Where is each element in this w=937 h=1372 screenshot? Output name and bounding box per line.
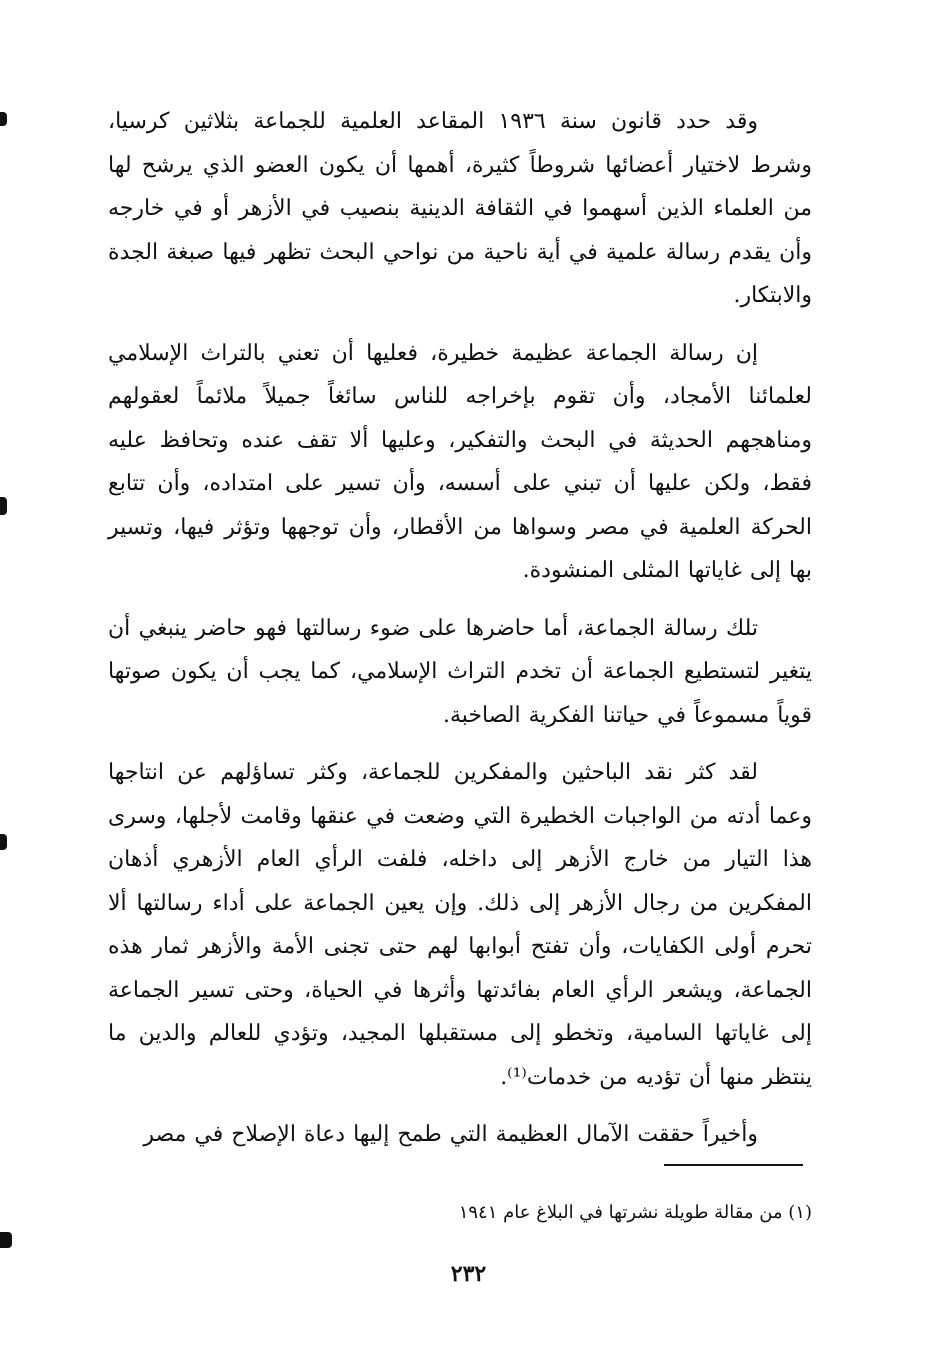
binding-mark [0, 112, 7, 126]
binding-mark [0, 834, 7, 850]
paragraph: تلك رسالة الجماعة، أما حاضرها على ضوء رسالتها فهو حاضر ينبغي أن يتغير لتستطيع الجماعة أن تخدم التراث الإسلامي، كما يجب أن يكون صوتها قوياً مسموعاً في حياتنا الفكرية الصاخبة. [108, 615, 812, 728]
paragraph: وأخيراً حققت الآمال العظيمة التي طمح إليها دعاة الإصلاح في مصر [143, 1122, 758, 1147]
paragraph: إن رسالة الجماعة عظيمة خطيرة، فعليها أن تعني بالتراث الإسلامي لعلمائنا الأمجاد، وأن تقوم بإخراجه للناس سائغاً جميلاً ملائماً لعقولهم ومناهجهم الحديثة في البحث والتفكير، وعليها ألا تقف عنده وتحافظ عليه فقط، ولكن عليها أن تبني على أسسه، وأن تسير على امتداده، وأن تتابع الحركة العلمية في مصر وسواها من الأقطار، وأن توجهها وتؤثر فيها، وتسير بها إلى غاياتها المثلى المنشودة. [108, 340, 812, 583]
paragraph: وقد حدد قانون سنة ١٩٣٦ المقاعد العلمية للجماعة بثلاثين كرسيا، وشرط لاختيار أعضائها شروطاً كثيرة، أهمها أن يكون العضو الذي يرشح لها من العلماء الذين أسهموا في الثقافة الدينية بنصيب في الأزهر أو في خارجه وأن يقدم رسالة علمية في أية ناحية من نواحي البحث تظهر فيها صبغة الجدة والابتكار. [108, 109, 812, 308]
footnote-divider [664, 1164, 803, 1166]
body-text [108, 100, 812, 1171]
page-number: ٢٣٢ [450, 1261, 487, 1287]
binding-mark [0, 1232, 12, 1248]
footnote: (١) من مقالة طويلة نشرتها في البلاغ عام ١٩٤١ [458, 1202, 812, 1223]
binding-mark [0, 497, 7, 515]
paragraph: لقد كثر نقد الباحثين والمفكرين للجماعة، وكثر تساؤلهم عن انتاجها وعما أدته من الواجبات الخطيرة التي وضعت في عنقها وقامت لأجلها، وسرى هذا التيار من خارج الأزهر إلى داخله، فلفت الرأي العام الأزهري أذهان المفكرين من رجال الأزهر إلى ذلك. وإن يعين الجماعة على أداء رسالتها ألا تحرم أولى الكفايات، وأن تفتح أبوابها لهم حتى تجنى الأمة والأزهر ثمار هذه الجماعة، ويشعر الرأي العام بفائدتها وأثرها في الحياة، وحتى تسير الجماعة إلى غاياتها السامية، وتخطو إلى مستقبلها المجيد، وتؤدي للعالم والدين ما ينتظر منها أن تؤديه من خدمات⁽¹⁾. [108, 760, 812, 1090]
